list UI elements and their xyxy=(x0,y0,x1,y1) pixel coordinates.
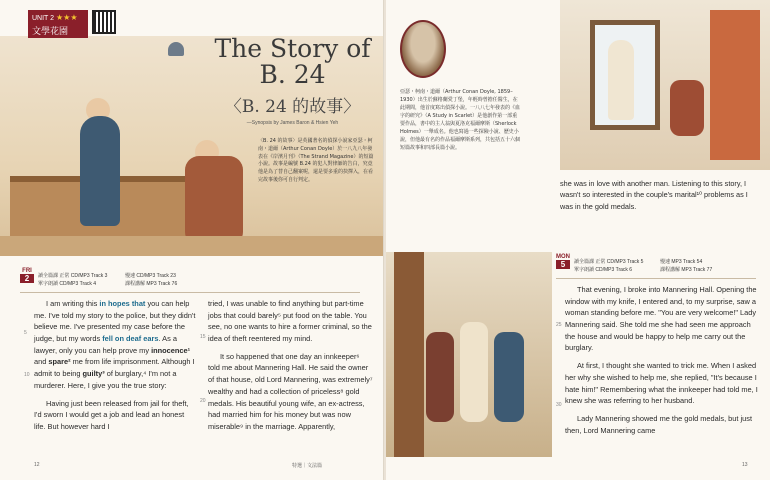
curtain xyxy=(710,10,760,160)
article-title: The Story of B. 24 xyxy=(214,34,371,90)
floor xyxy=(0,236,384,256)
audio-line: 課程講解 MP3 Track 76 xyxy=(125,281,178,287)
line-number: 5 xyxy=(24,330,27,336)
text: you can help me. I've told my story to the police, but they didn't believe me. I've presented my case before the judge, but my words xyxy=(34,299,196,344)
woman-figure xyxy=(460,322,488,422)
left-page xyxy=(0,0,384,480)
audio-info-c xyxy=(574,258,654,274)
page-number-right: 13 xyxy=(742,462,748,468)
vocab-word: innocence¹ xyxy=(151,345,191,355)
lamp-icon xyxy=(168,42,184,56)
article-subtitle: 〈B. 24 的故事〉 xyxy=(224,96,361,117)
burglar-figure xyxy=(670,80,704,136)
paragraph: At first, I thought she wanted to trick me. When I asked her why she wished to help me, she replied, "It's because I hate him!" Remembering what the innkeeper had told me, I knew she was referring to her husband. xyxy=(565,361,758,406)
article-credit: —Synopsis by James Baron & Hsien Yeh xyxy=(246,119,339,126)
paragraph: Lady Mannering showed me the gold medals, but just then, Lord Mannering came xyxy=(565,413,753,435)
vocab-word: spare² xyxy=(48,357,71,367)
footer-section: 特選｜文法篇 xyxy=(292,463,323,469)
line-number: 20 xyxy=(200,398,206,404)
author-bio-chinese: 亞瑟・柯南・道爾（Arthur Conan Doyle, 1859–1930）出生於蘇格蘭愛丁堡，年輕時曾擔任醫生，在此期間，他首度寫出偵探小說。一八八七年發表的《血字的研究》（A Study in Scarlet）是他創作第一部重要作品，書中的主人翁與夏洛克福爾摩斯（Sherlock Holmes）一舉成名。他也寫過一些探險小說、歷史小說，但他最有名的作品福爾摩斯系列，共包括五十六個短篇故事和四部長篇小說。 xyxy=(400,89,521,151)
text: me from life imprisonment. Although I admit to being xyxy=(34,357,195,379)
text: of burglary,⁴ I'm not a murderer. Here, I give you the true story: xyxy=(34,369,177,390)
story-column-2 xyxy=(208,298,373,439)
audio-info-d xyxy=(660,258,750,274)
text: . As a lawyer, only you can help prove my xyxy=(34,334,177,355)
day-name: FRI xyxy=(22,268,32,274)
story-column-1 xyxy=(34,298,197,439)
unit-tab xyxy=(28,10,88,38)
tree xyxy=(394,252,424,457)
audio-info-a xyxy=(38,272,118,288)
divider xyxy=(556,278,756,279)
line-number: 15 xyxy=(200,334,206,340)
story-column-3 xyxy=(565,284,760,442)
key-phrase: in hopes that xyxy=(99,299,146,308)
window-illustration xyxy=(560,0,770,170)
vocab-word: guilty³ xyxy=(82,369,105,379)
text: and xyxy=(34,357,49,367)
paragraph: That evening, I broke into Mannering Hall. Opening the window with my knife, I entered and, to my surprise, saw a woman standing before me. "You are very welcome!" Lady Mannering said. She told me she had seen me approach the house and would be happy to help me carry out the burglary. xyxy=(565,285,757,353)
category-label: 文學花園 xyxy=(32,26,69,36)
garden-illustration xyxy=(386,252,552,457)
line-number: 30 xyxy=(556,402,562,408)
audio-line: 讀全篇課 正常 CD/MP3 Track 5 xyxy=(574,259,644,265)
text: I am writing this xyxy=(46,299,100,308)
audio-line: 課程講解 MP3 Track 77 xyxy=(660,267,713,273)
paragraph xyxy=(34,298,197,392)
woman-figure xyxy=(608,40,634,120)
divider xyxy=(20,292,360,293)
audio-line: 讀全篇課 正常 CD/MP3 Track 3 xyxy=(38,273,108,279)
day-badge-fri xyxy=(20,268,34,283)
unit-label: UNIT 2 xyxy=(32,15,55,22)
audio-line: 慢速 MP3 Track 54 xyxy=(660,259,703,265)
old-man-figure xyxy=(494,332,524,422)
audio-line: 慢速 CD/MP3 Track 23 xyxy=(125,273,176,279)
line-number: 10 xyxy=(24,372,30,378)
difficulty-stars: ★★★ xyxy=(56,13,78,22)
day-number: 2 xyxy=(20,274,34,283)
day-name: MON xyxy=(556,254,570,260)
man-figure xyxy=(426,332,454,422)
intro-chinese: 〈B. 24 的故事〉是英國著名的偵探小說家亞瑟・柯南・道爾（Arthur Conan Doyle）於一八九八年發表在《岸濱月刊》（The Strand Magazine）的短篇小說。故事是編號 B.24 的犯人對律師的告白，究竟他是為了替自己翻案呢，還是要多重的抉擇入，在看完故事後你可自行判定。 xyxy=(258,138,374,183)
day-badge-mon xyxy=(556,254,570,269)
key-phrase: fell on deaf ears xyxy=(102,334,159,344)
paragraph xyxy=(34,398,197,433)
day-number: 5 xyxy=(556,260,570,269)
paragraph: tried, I was unable to find anything but part-time jobs that could barely⁵ put food on the table. You see, no one wants to hire a former criminal, so the idea of theft reentered my mind. xyxy=(208,299,372,344)
qr-code-icon[interactable] xyxy=(92,10,116,34)
line-number: 25 xyxy=(556,322,562,328)
text: Having just been released from jail for theft, I'd sworn I would get a job and lead an honest life. But however hard I xyxy=(34,398,189,431)
story-continuation: she was in love with another man. Listening to this story, I wasn't so interested in the couple's marital¹⁰ problems as I was in the gold medals. xyxy=(560,179,748,211)
audio-line: 單字朗讀 CD/MP3 Track 4 xyxy=(38,281,97,287)
customer-figure xyxy=(185,156,243,246)
title-block xyxy=(205,36,380,126)
audio-info-b xyxy=(125,272,205,288)
paragraph: It so happened that one day an innkeeper⁶ told me about Mannering Hall. He said the owner of that house, old Lord Mannering, was extremely⁷ wealthy and had a collection of priceless⁸ gold medals. His beautiful young wife, an ex-actress, had married him for his money but was now miserable⁹ in the marriage. Apparently, xyxy=(208,351,373,431)
page-number-left: 12 xyxy=(34,462,40,468)
audio-line: 單字朗讀 CD/MP3 Track 6 xyxy=(574,267,633,273)
bartender-figure xyxy=(80,116,120,226)
author-portrait xyxy=(400,20,446,78)
